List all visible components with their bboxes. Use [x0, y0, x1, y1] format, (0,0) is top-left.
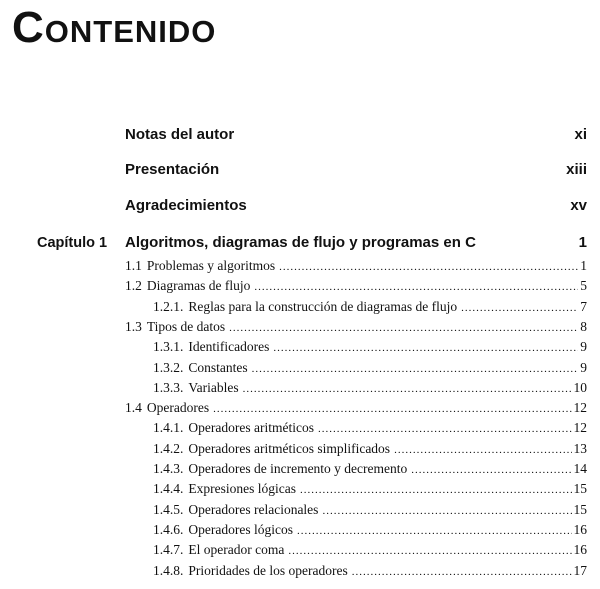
dot-leader [254, 277, 578, 297]
toc-entry-text: Operadores aritméticos [188, 420, 314, 436]
toc-entry-text: El operador coma [188, 542, 285, 558]
toc-entry-text: Reglas para la construcción de diagramas de flujo [188, 298, 458, 314]
toc-entry-number: 1.4.7. [153, 542, 184, 558]
dot-leader [229, 318, 578, 338]
dot-leader [297, 521, 572, 541]
toc-entry-text: Diagramas de flujo [146, 278, 251, 294]
toc-entry-number: 1.3.3. [153, 379, 184, 395]
toc-entry-page: 10 [573, 379, 587, 395]
toc-entry-label: Notas del autor [125, 126, 235, 143]
toc-entry[interactable] [153, 561, 587, 581]
toc-entry[interactable] [125, 317, 587, 337]
chapter-heading[interactable] [125, 231, 587, 255]
dot-leader [243, 379, 572, 399]
dot-leader [252, 359, 579, 379]
toc-entry-text: Expresiones lógicas [188, 481, 296, 497]
dot-leader [394, 440, 571, 460]
toc-entry-agradecimientos[interactable] [125, 194, 587, 218]
toc-entry-text: Operadores relacionales [188, 501, 319, 517]
toc-entry[interactable] [153, 337, 587, 357]
toc-entry-text: Operadores [146, 400, 210, 416]
toc-entry-number: 1.1 [125, 258, 142, 273]
chapter-number: Capítulo 1 [37, 235, 108, 251]
toc-entry-text: Constantes [188, 359, 248, 375]
toc-entry-page: xi [574, 126, 587, 143]
toc-entry-text: Identificadores [188, 339, 270, 355]
toc-entry-number: 1.4 [125, 400, 142, 416]
toc-entry[interactable] [153, 459, 587, 479]
toc-entry-page: 16 [573, 521, 587, 537]
toc-entry[interactable] [153, 540, 587, 560]
toc-entry-presentacion[interactable] [125, 158, 587, 182]
toc-entry-page: 12 [573, 400, 587, 416]
dot-leader [411, 460, 571, 480]
toc-entry[interactable] [153, 500, 587, 520]
toc-entry-page: xiii [566, 161, 587, 178]
toc-entry-page: 1 [580, 258, 587, 273]
dot-leader [318, 419, 572, 439]
toc-entry[interactable] [153, 439, 587, 459]
toc-entry-number: 1.3 [125, 318, 142, 334]
toc-entry-page: 14 [573, 461, 587, 476]
toc-entry[interactable] [125, 256, 587, 276]
toc-entry[interactable] [125, 398, 587, 418]
toc-entry-text: Prioridades de los operadores [188, 562, 348, 578]
dot-leader [461, 298, 578, 318]
toc-entry-number: 1.2.1. [153, 298, 184, 314]
dot-leader [288, 541, 571, 561]
toc-entry-page: 15 [573, 481, 587, 497]
toc-entry-text: Operadores de incremento y decremento [188, 461, 408, 476]
page-title: Contenido [12, 3, 217, 52]
toc-entry-number: 1.4.3. [153, 461, 184, 476]
dot-leader [279, 257, 578, 277]
toc-entry-text: Tipos de datos [146, 318, 226, 334]
toc-entry-label: Agradecimientos [125, 197, 247, 214]
toc-entry-page: 16 [573, 542, 587, 558]
toc-entry-number: 1.4.1. [153, 420, 184, 436]
toc-entry-number: 1.2 [125, 278, 142, 294]
toc-entry-number: 1.4.6. [153, 521, 184, 537]
dot-leader [273, 338, 578, 358]
toc-entry[interactable] [125, 276, 587, 296]
toc-entry-text: Variables [188, 379, 239, 395]
toc-entry-number: 1.4.2. [153, 440, 184, 456]
chapter-page: 1 [578, 234, 587, 251]
toc-entry-number: 1.3.1. [153, 339, 184, 355]
toc-entry-text: Operadores aritméticos simplificados [188, 440, 391, 456]
toc-entry-notas[interactable] [125, 123, 587, 147]
toc-entry-page: xv [570, 197, 587, 214]
toc-entry-page: 5 [580, 278, 587, 294]
toc-entry[interactable] [153, 358, 587, 378]
toc-entry-number: 1.3.2. [153, 359, 184, 375]
toc-entry-page: 9 [580, 359, 587, 375]
toc-entry-page: 8 [580, 318, 587, 334]
toc-entry-text: Operadores lógicos [188, 521, 293, 537]
toc-entry[interactable] [153, 297, 587, 317]
dot-leader [322, 501, 571, 521]
toc-entry[interactable] [153, 520, 587, 540]
dot-leader [300, 480, 572, 500]
toc-entry-number: 1.4.8. [153, 562, 184, 578]
toc-entry[interactable] [153, 378, 587, 398]
toc-entry-page: 15 [573, 501, 587, 517]
toc-entry[interactable] [153, 418, 587, 438]
toc-entry-number: 1.4.5. [153, 501, 184, 517]
toc-entry-text: Problemas y algoritmos [146, 258, 276, 273]
toc-entry[interactable] [153, 479, 587, 499]
toc-entry-page: 13 [573, 440, 587, 456]
toc-entry-page: 9 [580, 339, 587, 355]
dot-leader [213, 399, 571, 419]
toc-entry-number: 1.4.4. [153, 481, 184, 497]
toc-entry-page: 12 [573, 420, 587, 436]
dot-leader [352, 562, 572, 582]
toc-entry-page: 7 [580, 298, 587, 314]
toc-entry-page: 17 [573, 562, 587, 578]
toc-entry-label: Presentación [125, 161, 220, 178]
chapter-title: Algoritmos, diagramas de flujo y programas en C [125, 234, 476, 251]
